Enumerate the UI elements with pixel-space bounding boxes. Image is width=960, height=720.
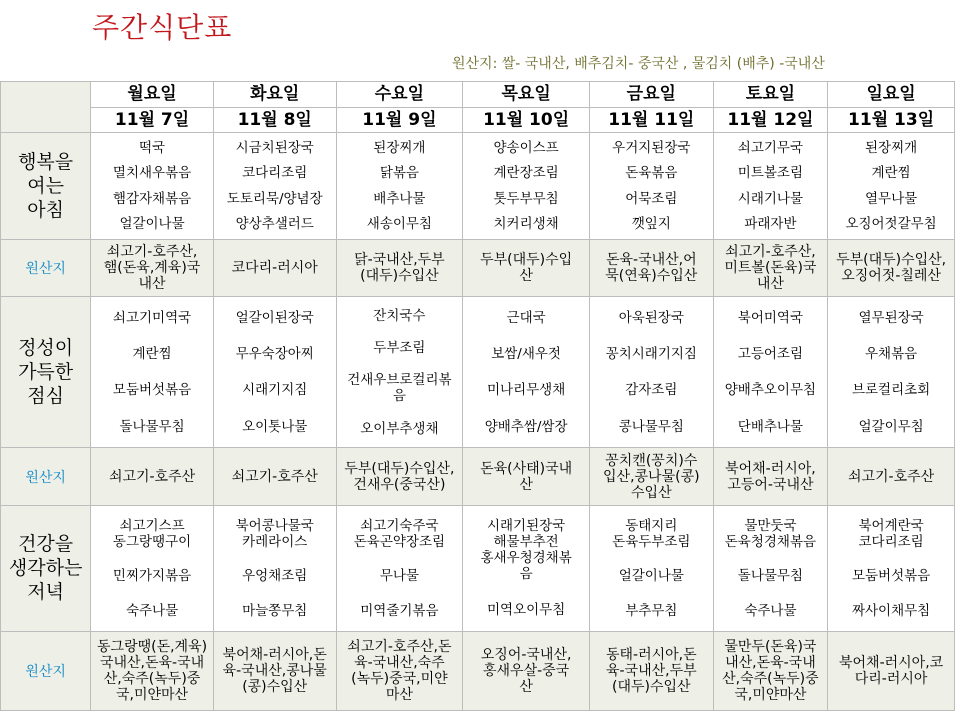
menu-item: 미역줄기볶음 [360,603,439,620]
menu-item: 톳두부무침 [493,190,559,207]
menu-cell-lunch-sun [828,297,955,448]
header-corner [1,82,91,133]
meal-label-lunch: 정성이 가득한 점심 [1,297,91,448]
menu-cell-lunch-thu [463,297,590,448]
menu-cell-lunch-fri [589,297,713,448]
menu-stack [463,135,589,236]
menu-stack [590,300,713,445]
origin-label-dinner: 원산지 [1,631,91,710]
menu-item: 계란장조림 [493,165,559,182]
menu-item: 북어미역국 [737,309,804,326]
menu-item: 보쌈/새우젓 [491,346,561,363]
meal-label-breakfast: 행복을 여는 아침 [1,133,91,239]
menu-cell-breakfast-sat [713,133,828,239]
day-name-thu: 목요일 [463,82,590,108]
date-sat: 11월 12일 [713,107,828,133]
origin-cell-lunch-tue: 쇠고기-호주산 [213,448,336,506]
menu-stack [337,135,463,236]
menu-cell-lunch-mon [91,297,214,448]
menu-cell-lunch-tue [213,297,336,448]
origin-row-dinner [1,631,955,710]
menu-cell-breakfast-fri [589,133,713,239]
date-header-row [1,107,955,133]
menu-item: 우거지된장국 [612,140,691,157]
menu-cell-dinner-thu [463,506,590,632]
menu-item: 오징어젓갈무침 [845,215,937,232]
menu-stack [714,508,828,628]
menu-item: 배추나물 [373,190,426,207]
origin-cell-dinner-tue: 북어채-러시아,돈 육-국내산,콩나물 (콩)수입산 [213,631,336,710]
menu-item: 양배추쌈/쌈장 [484,418,568,435]
menu-item: 오이부추생채 [360,420,439,437]
menu-item: 잔치국수 [373,307,426,324]
menu-item: 미트볼조림 [737,165,804,182]
menu-stack [214,135,336,236]
origin-label-lunch: 원산지 [1,448,91,506]
menu-cell-dinner-sun [828,506,955,632]
menu-item: 동태지리 돈육두부조림 [612,517,691,550]
menu-item: 꽁치시래기지짐 [605,346,697,363]
day-name-wed: 수요일 [336,82,463,108]
menu-item: 도토리묵/양념장 [226,190,323,207]
rice-kimchi-origin-note: 원산지: 쌀- 국내산, 배추김치- 중국산 , 물김치 (배추) -국내산 [452,56,825,72]
menu-item: 된장찌개 [865,140,918,157]
menu-item: 계란찜 [132,346,172,363]
menu-item: 돌나물무침 [119,418,185,435]
menu-cell-dinner-fri [589,506,713,632]
day-name-mon: 월요일 [91,82,214,108]
menu-item: 시래기지짐 [242,382,308,399]
origin-row-breakfast [1,239,955,297]
menu-item: 숙주나물 [125,603,179,620]
menu-cell-lunch-wed [336,297,463,448]
menu-item: 쇠고기미역국 [112,309,192,326]
menu-item: 북어콩나물국 카레라이스 [235,517,314,550]
menu-cell-lunch-sat [713,297,828,448]
menu-item: 근대국 [506,309,546,326]
menu-item: 시래기된장국 해물부추전 홍새우청경채볶 음 [480,518,572,583]
menu-stack [590,135,713,236]
menu-item: 우엉채조림 [242,568,308,585]
day-header-row [1,82,955,108]
day-name-sat: 토요일 [713,82,828,108]
origin-cell-breakfast-fri: 돈육-국내산,어 묵(연육)수입산 [589,239,713,297]
origin-cell-dinner-mon: 동그랑땡(돈,계육) 국내산,돈육-국내 산,숙주(녹두)중 국,미얀마산 [91,631,214,710]
origin-cell-lunch-thu: 돈육(사태)국내 산 [463,448,590,506]
menu-item: 무우숙장아찌 [235,346,314,363]
menu-item: 된장찌개 [373,140,426,157]
menu-item: 떡국 [139,140,166,157]
menu-stack [463,508,589,628]
menu-item: 얼갈이된장국 [235,309,314,326]
menu-item: 두부조림 [373,340,426,357]
menu-item: 짜사이채무침 [851,603,931,620]
date-tue: 11월 8일 [213,107,336,133]
menu-cell-breakfast-tue [213,133,336,239]
origin-cell-lunch-wed: 두부(대두)수입산, 건새우(중국산) [336,448,463,506]
menu-stack [828,300,954,445]
origin-cell-lunch-sun: 쇠고기-호주산 [828,448,955,506]
menu-stack [714,300,828,445]
menu-item: 얼갈이무침 [858,418,924,435]
menu-cell-dinner-wed [336,506,463,632]
date-wed: 11월 9일 [336,107,463,133]
date-mon: 11월 7일 [91,107,214,133]
menu-item: 아욱된장국 [618,309,684,326]
menu-item: 치커리생채 [493,215,559,232]
origin-cell-dinner-fri: 동태-러시아,돈 육-국내산,두부 (대두)수입산 [589,631,713,710]
menu-item: 북어계란국 코다리조림 [858,517,924,550]
origin-cell-breakfast-wed: 닭-국내산,두부 (대두)수입산 [336,239,463,297]
origin-cell-lunch-mon: 쇠고기-호주산 [91,448,214,506]
menu-cell-breakfast-wed [336,133,463,239]
menu-item: 오이톳나물 [242,418,308,435]
origin-cell-dinner-wed: 쇠고기-호주산,돈 육-국내산,숙주 (녹두)중국,미얀 마산 [336,631,463,710]
menu-stack [214,508,336,628]
menu-stack [828,135,954,236]
menu-stack [828,508,954,628]
menu-item: 마늘쫑무침 [242,603,308,620]
menu-item: 쇠고기무국 [737,140,804,157]
menu-item: 돈육볶음 [625,165,678,182]
menu-item: 콩나물무침 [618,418,684,435]
menu-stack [337,300,463,445]
menu-item: 단배추나물 [737,418,804,435]
menu-item: 깻잎지 [631,215,671,232]
origin-cell-lunch-fri: 꽁치캔(꽁치)수 입산,콩나물(콩) 수입산 [589,448,713,506]
menu-cell-breakfast-mon [91,133,214,239]
origin-cell-breakfast-tue: 코다리-러시아 [213,239,336,297]
menu-stack [590,508,713,628]
menu-item: 양송이스프 [493,140,559,157]
menu-stack [463,300,589,445]
menu-item: 무나물 [379,568,419,585]
menu-row-lunch [1,297,955,448]
menu-item: 열무나물 [865,190,918,207]
menu-item: 쇠고기숙주국 돈육곤약장조림 [353,517,446,550]
origin-cell-dinner-sat: 물만두(돈육)국 내산,돈육-국내 산,숙주(녹두)중 국,미얀마산 [713,631,828,710]
page-title: 주간식단표 [92,11,233,44]
menu-item: 어묵조림 [625,190,678,207]
menu-cell-dinner-sat [713,506,828,632]
menu-cell-dinner-tue [213,506,336,632]
menu-item: 모둠버섯볶음 [112,382,192,399]
menu-row-dinner [1,506,955,632]
menu-item: 감자조림 [625,382,678,399]
menu-item: 건새우브로컬리볶 음 [347,372,452,405]
menu-stack [714,135,828,236]
origin-cell-breakfast-sat: 쇠고기-호주산, 미트볼(돈육)국 내산 [713,239,828,297]
origin-row-lunch [1,448,955,506]
menu-row-breakfast [1,133,955,239]
origin-cell-lunch-sat: 북어채-러시아, 고등어-국내산 [713,448,828,506]
menu-item: 숙주나물 [744,603,797,620]
meal-label-dinner: 건강을 생각하는 저녁 [1,506,91,632]
day-name-sun: 일요일 [828,82,955,108]
menu-cell-breakfast-thu [463,133,590,239]
menu-item: 미역오이무침 [486,602,566,619]
menu-item: 멸치새우볶음 [112,165,192,182]
menu-item: 미나리무생채 [486,382,566,399]
menu-item: 돌나물무침 [737,568,804,585]
menu-item: 양배추오이무침 [724,382,817,399]
menu-item: 얼갈이나물 [618,568,684,585]
menu-item: 햄감자채볶음 [112,190,192,207]
origin-cell-breakfast-thu: 두부(대두)수입 산 [463,239,590,297]
menu-item: 우채볶음 [865,346,918,363]
menu-item: 시금치된장국 [235,140,314,157]
menu-item: 얼갈이나물 [119,215,185,232]
menu-stack [91,300,213,445]
menu-item: 계란찜 [871,165,911,182]
menu-item: 모둠버섯볶음 [851,568,931,585]
date-thu: 11월 10일 [463,107,590,133]
menu-item: 물만둣국 돈육청경채볶음 [724,517,817,550]
menu-stack [91,135,213,236]
origin-label-breakfast: 원산지 [1,239,91,297]
menu-item: 민찌가지볶음 [112,568,192,585]
menu-item: 양상추샐러드 [235,215,314,232]
menu-item: 시래기나물 [737,190,804,207]
weekly-menu-table [0,81,955,711]
menu-item: 코다리조림 [242,165,308,182]
origin-cell-dinner-sun: 북어채-러시아,코 다리-러시아 [828,631,955,710]
menu-item: 고등어조림 [737,346,804,363]
menu-stack [91,508,213,628]
menu-item: 열무된장국 [858,309,924,326]
menu-item: 닭볶음 [379,165,419,182]
origin-cell-breakfast-mon: 쇠고기-호주산, 햄(돈육,계육)국 내산 [91,239,214,297]
date-sun: 11월 13일 [828,107,955,133]
menu-item: 부추무침 [625,603,678,620]
origin-cell-breakfast-sun: 두부(대두)수입산, 오징어젓-칠레산 [828,239,955,297]
menu-item: 브로컬리초회 [851,382,931,399]
menu-stack [214,300,336,445]
menu-item: 파래자반 [744,215,797,232]
day-name-tue: 화요일 [213,82,336,108]
day-name-fri: 금요일 [589,82,713,108]
menu-stack [337,508,463,628]
menu-cell-breakfast-sun [828,133,955,239]
date-fri: 11월 11일 [589,107,713,133]
menu-item: 새송이무침 [366,215,432,232]
origin-cell-dinner-thu: 오징어-국내산, 홍새우살-중국 산 [463,631,590,710]
menu-cell-dinner-mon [91,506,214,632]
menu-item: 쇠고기스프 동그랑땡구이 [112,517,192,550]
